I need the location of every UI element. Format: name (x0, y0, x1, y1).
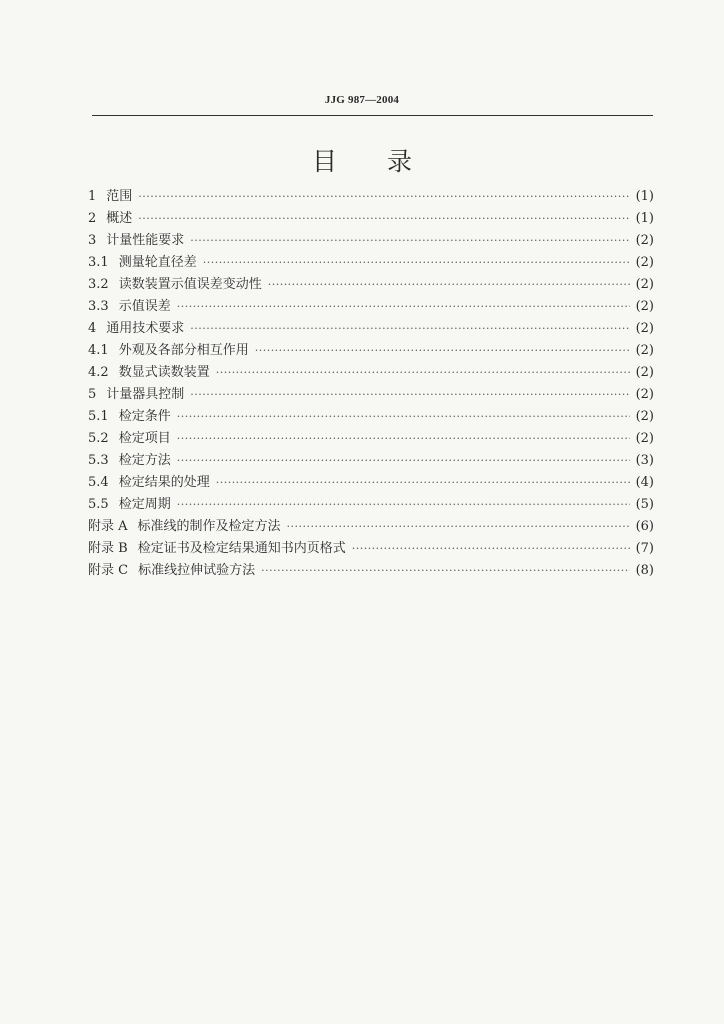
toc-label: 概述 (106, 211, 133, 226)
toc-label: 通用技术要求 (106, 321, 185, 336)
header-rule (92, 115, 653, 116)
toc-number: 4.1 (88, 343, 109, 358)
toc-number: 3.3 (88, 299, 109, 314)
toc-leader (268, 274, 630, 296)
toc-leader (216, 362, 630, 384)
toc-label: 计量器具控制 (106, 387, 185, 402)
toc-entry[interactable] (88, 230, 654, 252)
toc-number: 3 (88, 233, 97, 248)
toc-number: 3.1 (88, 255, 109, 270)
toc-leader (203, 252, 630, 274)
toc-leader (190, 230, 629, 252)
toc-leader (177, 406, 630, 428)
toc-label: 数显式读数装置 (118, 365, 210, 380)
toc-label: 检定证书及检定结果通知书内页格式 (137, 541, 346, 556)
toc-label: 检定周期 (118, 497, 171, 512)
toc-label: 标准线的制作及检定方法 (137, 519, 281, 534)
toc-page: (5) (635, 497, 654, 512)
toc-entry[interactable] (88, 406, 654, 428)
toc-entry[interactable] (88, 450, 654, 472)
toc-number: 3.2 (88, 277, 109, 292)
toc-leader (287, 516, 630, 538)
toc-number: 4 (88, 321, 97, 336)
toc-page: (2) (635, 277, 654, 292)
toc-number: 5.1 (88, 409, 109, 424)
toc-page: (3) (635, 453, 654, 468)
toc-entry[interactable] (88, 538, 654, 560)
toc-number: 4.2 (88, 365, 109, 380)
toc-number: 5.3 (88, 453, 109, 468)
toc-number: 5.5 (88, 497, 109, 512)
toc-entry[interactable] (88, 362, 654, 384)
toc-label: 范围 (106, 189, 133, 204)
toc-number: 5.2 (88, 431, 109, 446)
toc-number: 2 (88, 211, 97, 226)
toc-page: (8) (635, 563, 654, 578)
toc-page: (2) (635, 409, 654, 424)
toc-page: (2) (635, 387, 654, 402)
toc-entry[interactable] (88, 494, 654, 516)
toc-label: 检定方法 (118, 453, 171, 468)
toc-number: 5 (88, 387, 97, 402)
toc-entry[interactable] (88, 560, 654, 582)
toc-number: 附录 B (88, 541, 128, 556)
toc-entry[interactable] (88, 186, 654, 208)
toc-entry[interactable] (88, 274, 654, 296)
toc-page: (6) (635, 519, 654, 534)
toc-entry[interactable] (88, 208, 654, 230)
toc-label: 标准线拉伸试验方法 (138, 563, 256, 578)
toc-page: (7) (635, 541, 654, 556)
toc-page: (2) (635, 343, 654, 358)
toc-page: (2) (635, 365, 654, 380)
toc-leader (177, 296, 630, 318)
toc-leader (261, 560, 629, 582)
toc-label: 外观及各部分相互作用 (118, 343, 249, 358)
toc-page: (2) (635, 431, 654, 446)
toc-label: 检定条件 (118, 409, 171, 424)
toc-entry[interactable] (88, 296, 654, 318)
table-of-contents (88, 186, 654, 582)
toc-entry[interactable] (88, 318, 654, 340)
toc-page: (2) (635, 255, 654, 270)
toc-leader (177, 494, 630, 516)
toc-number: 5.4 (88, 475, 109, 490)
toc-page: (1) (635, 211, 654, 226)
toc-entry[interactable] (88, 340, 654, 362)
toc-label: 检定结果的处理 (118, 475, 210, 490)
toc-number: 附录 A (88, 519, 128, 534)
toc-leader (177, 428, 630, 450)
toc-number: 1 (88, 189, 97, 204)
toc-page: (2) (635, 299, 654, 314)
toc-leader (352, 538, 630, 560)
page-title (0, 142, 724, 178)
title-char-2: 录 (387, 147, 413, 176)
toc-page: (4) (635, 475, 654, 490)
title-char-1: 目 (311, 147, 337, 176)
toc-label: 检定项目 (118, 431, 171, 446)
toc-leader (138, 208, 629, 230)
toc-entry[interactable] (88, 472, 654, 494)
running-header: JJG 987—2004 (324, 94, 400, 106)
toc-page: (2) (635, 321, 654, 336)
toc-entry[interactable] (88, 384, 654, 406)
toc-label: 读数装置示值误差变动性 (118, 277, 262, 292)
toc-leader (216, 472, 630, 494)
toc-label: 示值误差 (118, 299, 171, 314)
toc-label: 计量性能要求 (106, 233, 185, 248)
toc-page: (2) (635, 233, 654, 248)
toc-leader (190, 384, 629, 406)
toc-number: 附录 C (88, 563, 129, 578)
toc-leader (190, 318, 629, 340)
toc-leader (255, 340, 630, 362)
toc-entry[interactable] (88, 428, 654, 450)
toc-page: (1) (635, 189, 654, 204)
toc-entry[interactable] (88, 516, 654, 538)
toc-leader (177, 450, 630, 472)
toc-entry[interactable] (88, 252, 654, 274)
toc-label: 测量轮直径差 (118, 255, 197, 270)
toc-leader (138, 186, 629, 208)
